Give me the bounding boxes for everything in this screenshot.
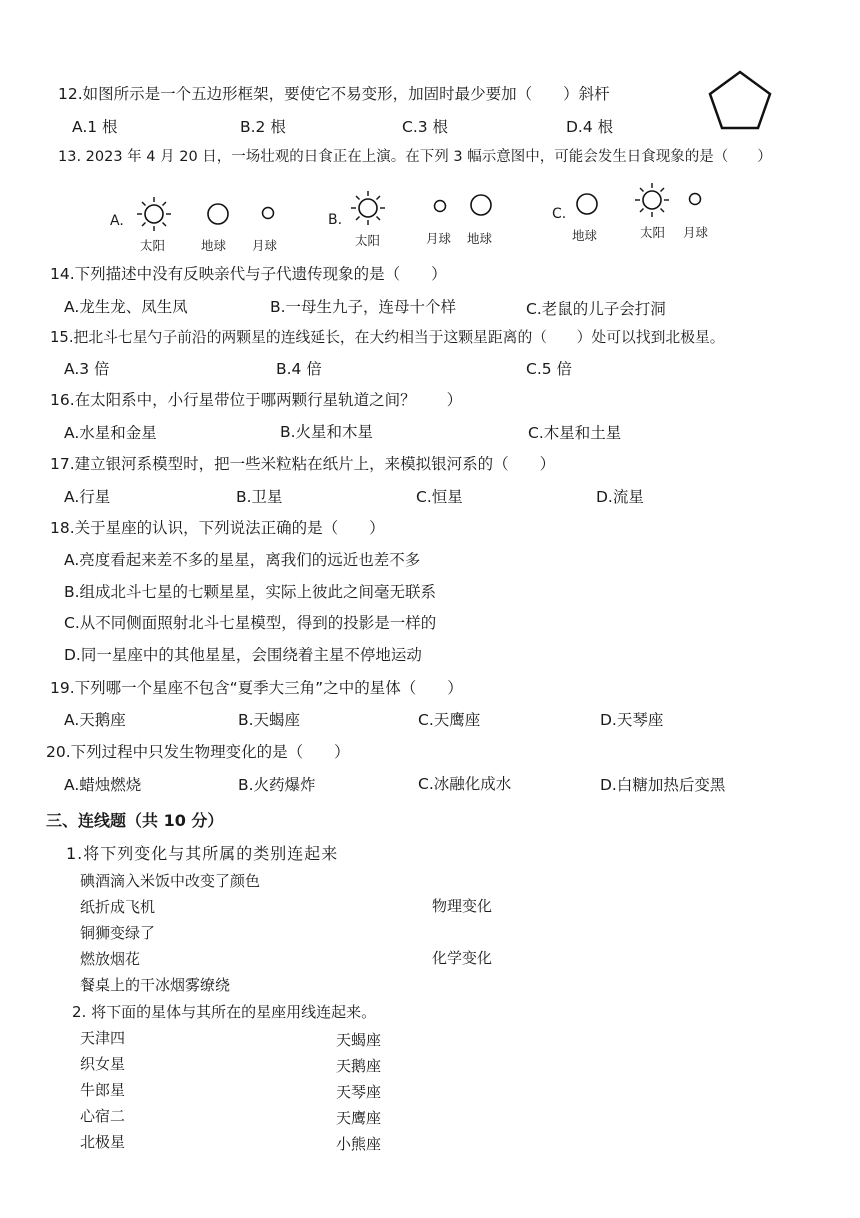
q18-option-c: C.从不同侧面照射北斗七星模型，得到的投影是一样的 — [64, 614, 437, 632]
matching-2-right-item: 天蝎座 — [336, 1031, 382, 1049]
q12-option-a: A.1 根 — [72, 118, 118, 136]
matching-2-right-item: 天鹰座 — [336, 1109, 382, 1127]
q13-a-label-sun: 太阳 — [140, 238, 166, 253]
q13-a-label-earth: 地球 — [201, 238, 227, 253]
matching-1-left-item: 铜狮变绿了 — [80, 924, 156, 942]
q17-option-d: D.流星 — [596, 488, 644, 506]
q16-option-c: C.木星和土星 — [528, 424, 622, 442]
q18-stem: 18.关于星座的认识，下列说法正确的是（ ） — [50, 519, 385, 537]
moon-icon — [433, 199, 447, 213]
q17-option-a: A.行星 — [64, 488, 111, 506]
q12-option-c: C.3 根 — [402, 118, 449, 136]
q20-option-d: D.白糖加热后变黑 — [600, 776, 726, 794]
q19-option-d: D.天琴座 — [600, 711, 664, 729]
moon-icon — [688, 192, 702, 206]
q13-a-label-moon: 月球 — [252, 238, 278, 253]
q17-option-c: C.恒星 — [416, 488, 463, 506]
q13-b-label-earth: 地球 — [467, 231, 493, 246]
matching-2-right-item: 天琴座 — [336, 1083, 382, 1101]
q13-c-label-earth: 地球 — [572, 228, 598, 243]
q20-stem: 20.下列过程中只发生物理变化的是（ ） — [46, 743, 350, 761]
q12-option-d: D.4 根 — [566, 118, 614, 136]
earth-icon — [575, 192, 599, 216]
q13-b-label-sun: 太阳 — [355, 233, 381, 248]
matching-2-left-item: 心宿二 — [80, 1107, 126, 1125]
q15-option-a: A.3 倍 — [64, 360, 110, 378]
q15-option-b: B.4 倍 — [276, 360, 322, 378]
matching-1-left-item: 餐桌上的干冰烟雾缭绕 — [80, 976, 231, 994]
q20-option-b: B.火药爆炸 — [238, 776, 316, 794]
section-title: 三、连线题（共 10 分） — [46, 811, 224, 830]
pentagon-figure — [708, 70, 772, 130]
q13-stem: 13. 2023 年 4 月 20 日，一场壮观的日食正在上演。在下列 3 幅示意图中，可能会发生日食现象的是（ ） — [58, 149, 772, 165]
matching-2-right-item: 天鹅座 — [336, 1057, 382, 1075]
sun-icon — [634, 182, 670, 218]
q16-option-a: A.水星和金星 — [64, 424, 157, 442]
q17-option-b: B.卫星 — [236, 488, 283, 506]
q19-stem: 19.下列哪一个星座不包含“夏季大三角”之中的星体（ ） — [50, 679, 463, 697]
q15-stem: 15.把北斗七星勺子前沿的两颗星的连线延长，在大约相当于这颗星距离的（ ）处可以找到北极星。 — [50, 329, 725, 346]
q19-option-b: B.天蝎座 — [238, 711, 301, 729]
q20-option-c: C.冰融化成水 — [418, 775, 512, 793]
q18-option-d: D.同一星座中的其他星星，会围绕着主星不停地运动 — [64, 646, 422, 664]
q14-option-a: A.龙生龙、凤生凤 — [64, 298, 188, 316]
q13-c-label-sun: 太阳 — [640, 225, 666, 240]
q14-stem: 14.下列描述中没有反映亲代与子代遗传现象的是（ ） — [50, 265, 447, 283]
matching-2-left-item: 天津四 — [80, 1029, 126, 1047]
q14-option-b: B.一母生九子，连母十个样 — [270, 298, 457, 316]
earth-icon — [206, 202, 230, 226]
matching-2-left-item: 北极星 — [80, 1133, 126, 1151]
q13-diagram-a-letter: A. — [110, 213, 124, 229]
matching-2-stem: 2. 将下面的星体与其所在的星座用线连起来。 — [72, 1003, 377, 1021]
q13-b-label-moon: 月球 — [426, 231, 452, 246]
q19-option-c: C.天鹰座 — [418, 711, 481, 729]
matching-1-left-item: 碘酒滴入米饭中改变了颜色 — [80, 872, 261, 890]
q19-option-a: A.天鹅座 — [64, 711, 126, 729]
matching-1-right-item: 物理变化 — [432, 897, 493, 915]
q17-stem: 17.建立银河系模型时，把一些米粒粘在纸片上，来模拟银河系的（ ） — [50, 455, 556, 473]
moon-icon — [261, 206, 275, 220]
q13-diagram-b-letter: B. — [328, 212, 343, 228]
sun-icon — [350, 190, 386, 226]
earth-icon — [469, 193, 493, 217]
q13-c-label-moon: 月球 — [683, 225, 709, 240]
matching-1-stem: 1.将下列变化与其所属的类别连起来 — [66, 844, 339, 863]
matching-2-right-item: 小熊座 — [336, 1135, 382, 1153]
matching-1-left-item: 燃放烟花 — [80, 950, 141, 968]
q16-stem: 16.在太阳系中，小行星带位于哪两颗行星轨道之间？ ） — [50, 391, 463, 409]
matching-2-left-item: 织女星 — [80, 1055, 126, 1073]
q13-diagram-c-letter: C. — [552, 206, 567, 222]
q18-option-a: A.亮度看起来差不多的星星，离我们的远近也差不多 — [64, 551, 421, 569]
q15-option-c: C.5 倍 — [526, 360, 573, 378]
matching-1-right-item: 化学变化 — [432, 949, 493, 967]
matching-2-left-item: 牛郎星 — [80, 1081, 126, 1099]
q18-option-b: B.组成北斗七星的七颗星星，实际上彼此之间毫无联系 — [64, 583, 437, 601]
q20-option-a: A.蜡烛燃烧 — [64, 776, 142, 794]
q12-option-b: B.2 根 — [240, 118, 286, 136]
q16-option-b: B.火星和木星 — [280, 423, 374, 441]
matching-1-left-item: 纸折成飞机 — [80, 898, 156, 916]
sun-icon — [136, 196, 172, 232]
q14-option-c: C.老鼠的儿子会打洞 — [526, 300, 666, 318]
q12-stem: 12.如图所示是一个五边形框架，要使它不易变形，加固时最少要加（ ）斜杆 — [58, 85, 610, 103]
